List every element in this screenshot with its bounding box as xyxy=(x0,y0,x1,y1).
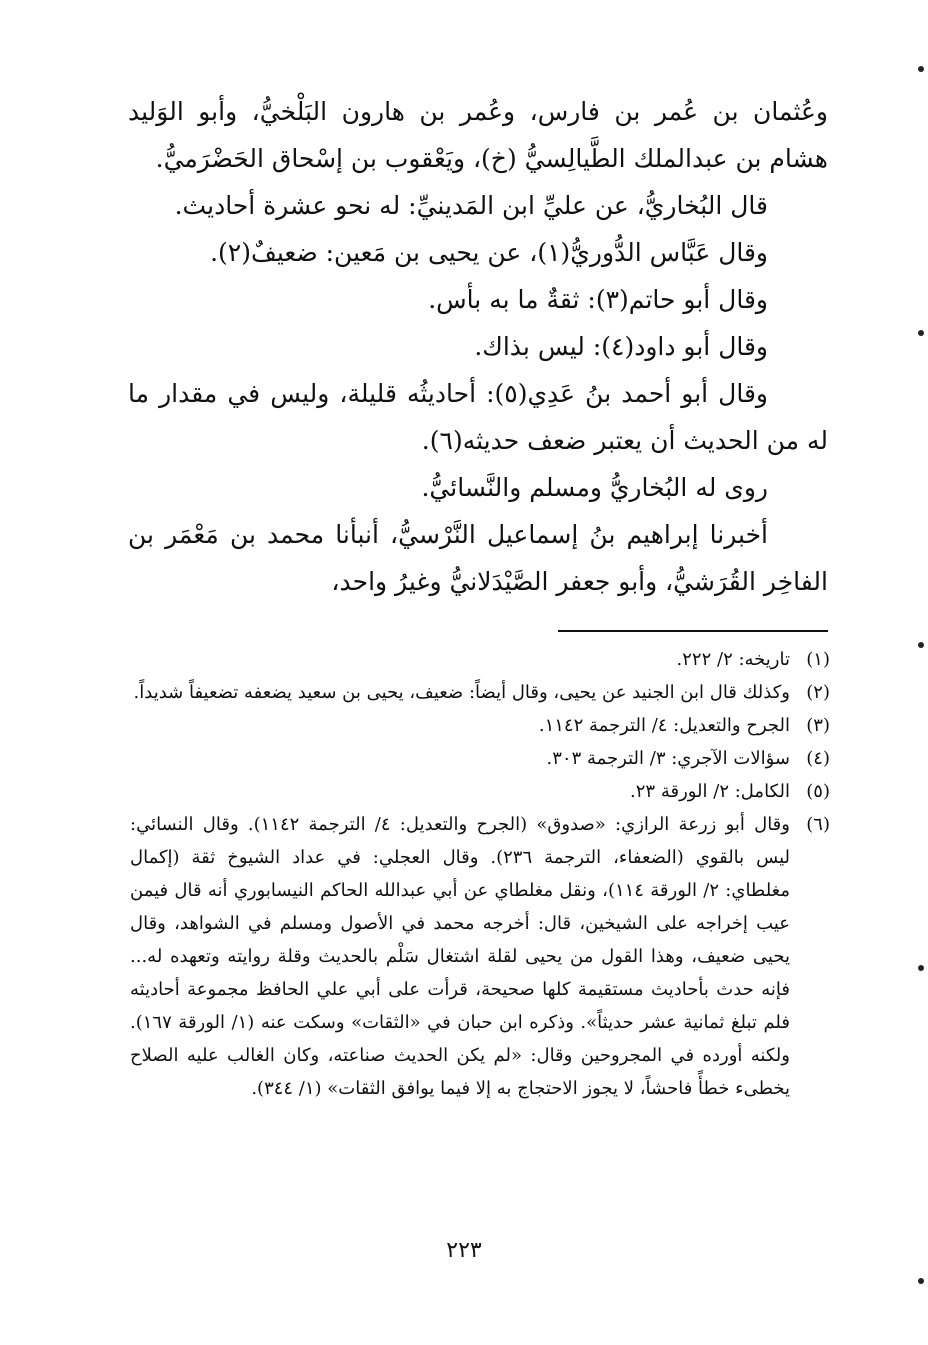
footnote-text: وقال أبو زرعة الرازي: «صدوق» (الجرح والتعديل: ٤/ الترجمة ١١٤٢). وقال النسائي: ليس بالقوي (الضعفاء، الترجمة ٢٣٦). وقال العجلي: في عداد الشيوخ ثقة (إكمال مغلطاي: ٢/ الورقة ١١٤)، ونقل مغلطاي عن أبي عبدالله الحاكم النيسابوري أنه قال فيمن عيب إخراجه على الشيخين، قال: أخرجه محمد في الأصول ومسلم في الشواهد، وقال يحيى ضعيف، وهذا القول من يحيى لقلة اشتغال سَلْم بالحديث وقلة روايته وتعهده له... فإنه حدث بأحاديث مستقيمة كلها صحيحة، قرأت على أبي علي الحافظ مجموعة أحاديثه فلم تبلغ ثمانية عشر حديثاً». وذكره ابن حبان في «الثقات» وسكت عنه (١/ الورقة ١٦٧). ولكنه أورده في المجروحين وقال: «لم يكن الحديث صناعته، وكان الغالب عليه الصلاح يخطىء خطأً فاحشاً، لا يجوز الاحتجاج به إلا فيما يوافق الثقات» (١/ ٣٤٤). xyxy=(130,814,791,1099)
paragraph-narrators: وعُثمان بن عُمر بن فارس، وعُمر بن هارون البَلْخيُّ، وأبو الوَليد هشام بن عبدالملك الطَّيالِسيُّ (خ)، ويَعْقوب بن إسْحاق الحَضْرَميُّ. xyxy=(128,97,828,173)
scan-mark xyxy=(918,965,924,971)
paragraph-bukhari: قال البُخاريُّ، عن عليِّ ابن المَدينيِّ: له نحو عشرة أحاديث. xyxy=(174,191,768,220)
paragraph-abu-dawud: وقال أبو داود(٤): ليس بذاك. xyxy=(474,332,768,361)
footnote-number: (٣) xyxy=(806,715,830,736)
footnote-number: (٤) xyxy=(806,748,830,769)
footnote xyxy=(130,709,830,742)
paragraph-ibn-adi: وقال أبو أحمد بنُ عَدِي(٥): أحاديثُه قليلة، وليس في مقدار ما له من الحديث أن يعتبر ضعف حديثه(٦). xyxy=(128,379,828,455)
footnote xyxy=(130,742,830,775)
scan-mark xyxy=(918,642,924,648)
scan-mark xyxy=(918,330,924,336)
footnote-text: الكامل: ٢/ الورقة ٢٣. xyxy=(630,781,790,802)
footnote-text: تاريخه: ٢/ ٢٢٢. xyxy=(676,649,790,670)
footnote-number: (٢) xyxy=(806,682,830,703)
footnote xyxy=(130,808,830,1105)
footnote-text: وكذلك قال ابن الجنيد عن يحيى، وقال أيضاً: ضعيف، يحيى بن سعيد يضعفه تضعيفاً شديداً. xyxy=(133,682,790,703)
footnote-number: (١) xyxy=(806,649,830,670)
scan-mark xyxy=(918,66,924,72)
footnotes xyxy=(130,643,830,1105)
footnote xyxy=(130,676,830,709)
page-number: ٢٢٣ xyxy=(446,1238,482,1263)
paragraph-narrated-by: روى له البُخاريُّ ومسلم والنَّسائيُّ. xyxy=(421,473,768,502)
footnote xyxy=(130,643,830,676)
scan-mark xyxy=(918,1278,924,1284)
paragraph-abbas-duri: وقال عَبَّاس الدُّوريُّ(١)، عن يحيى بن مَعين: ضعيفٌ(٢). xyxy=(210,238,768,267)
footnote-number: (٦) xyxy=(806,814,830,835)
footnote-text: الجرح والتعديل: ٤/ الترجمة ١١٤٢. xyxy=(538,715,790,736)
footnote-divider xyxy=(558,630,828,632)
footnote-number: (٥) xyxy=(806,781,830,802)
paragraph-abu-hatim: وقال أبو حاتم(٣): ثقةٌ ما به بأس. xyxy=(428,285,768,314)
paragraph-isnad: أخبرنا إبراهيم بنُ إسماعيل النَّرْسيُّ، أنبأنا محمد بن مَعْمَر بن الفاخِر القُرَشيُّ، وأبو جعفر الصَّيْدَلانيُّ وغيرُ واحد، xyxy=(128,520,828,596)
main-text xyxy=(128,88,828,605)
footnote-text: سؤالات الآجري: ٣/ الترجمة ٣٠٣. xyxy=(546,748,790,769)
footnote xyxy=(130,775,830,808)
